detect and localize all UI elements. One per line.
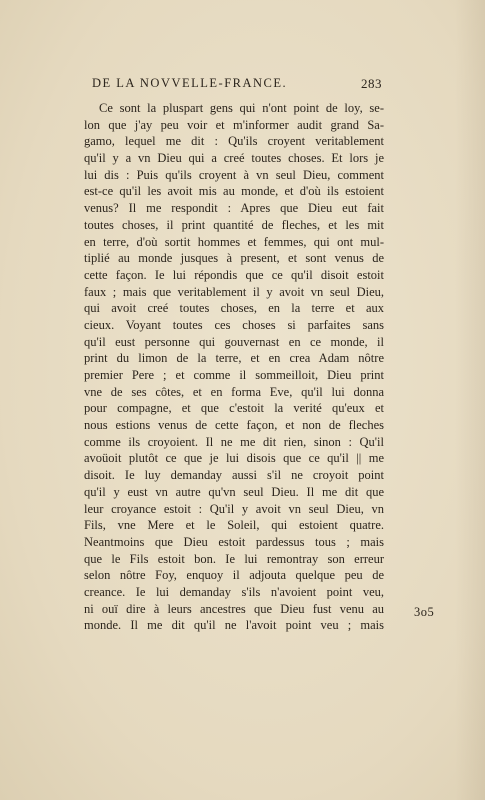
text-line: leur croyance estoit : Qu'il y avoit vn seul Dieu, vn	[84, 501, 384, 516]
text-line: avoüoit plutôt ce que je lui disois que ce qu'il || me	[84, 451, 384, 466]
text-line: que le Fils estoit bon. Ie lui remontray son erreur	[84, 551, 384, 566]
text-line: print du limon de la terre, et en crea Adam nôtre	[84, 351, 384, 366]
text-line: monde. Il me dit qu'il ne l'avoit point veu ; mais	[84, 618, 384, 633]
text-line: en terre, d'où sortit hommes et femmes, qui ont mul-	[84, 234, 384, 249]
page-edge-shadow	[455, 0, 485, 800]
text-line: est-ce qu'il les avoit mis au monde, et d'où ils estoient	[84, 184, 384, 199]
text-line: comme ils croyoient. Il ne me dit rien, sinon : Qu'il	[84, 434, 384, 449]
text-line: qu'il y eust vn autre qu'vn seul Dieu. Il me dit que	[84, 484, 384, 499]
text-line: faux ; mais que veritablement il y avoit vn seul Dieu,	[84, 284, 384, 299]
text-line: cieux. Voyant toutes ces choses si parfaites sans	[84, 317, 384, 332]
text-line: creance. Ie lui demanday s'ils n'avoient point veu,	[84, 584, 384, 599]
text-line: qu'il eust personne qui gouvernast en ce monde, il	[84, 334, 384, 349]
text-line: selon nôtre Foy, enquoy il adjouta quelque peu de	[84, 568, 384, 583]
text-line: cette façon. Ie lui répondis que ce qu'il disoit estoit	[84, 267, 384, 282]
text-line: Fils, vne Mere et le Soleil, qui estoient quatre.	[84, 518, 384, 533]
body-text	[84, 100, 384, 634]
text-line: premier Pere ; et comme il sommeilloit, Dieu print	[84, 368, 384, 382]
text-line: nous estions venus de cette façon, et non de fleches	[84, 418, 384, 433]
running-title: DE LA NOVVELLE-FRANCE.	[92, 76, 288, 90]
text-line: lon que j'ay peu voir et m'informer audit grand Sa-	[84, 117, 384, 132]
text-line: vne de ses côtes, et en forma Eve, qu'il lui donna	[84, 384, 384, 399]
text-line: pour compagne, et que c'estoit la verité qu'eux et	[84, 401, 384, 416]
text-line: tiplié au monde jusques à present, et sont venus de	[84, 251, 384, 266]
text-line: disoit. Ie luy demanday aussi s'il ne croyoit point	[84, 468, 384, 483]
text-line: lui dis : Puis qu'ils croyent à vn seul Dieu, comment	[84, 167, 384, 182]
text-line: gamo, lequel me dit : Qu'ils croyent veritablement	[84, 134, 384, 149]
page-number: 283	[361, 76, 382, 91]
text-line: Ce sont la pluspart gens qui n'ont point de loy, se-	[99, 101, 384, 115]
text-line: venus? Il me respondit : Apres que Dieu eut fait	[84, 201, 384, 216]
text-line: toutes choses, il print quantité de fleches, et les mit	[84, 217, 384, 232]
text-line: ni ouï dire à leurs ancestres que Dieu fust venu au	[84, 601, 384, 616]
text-line: qui avoit creé toutes choses, en la terre et aux	[84, 301, 384, 316]
text-line: Neantmoins que Dieu estoit pardessus tous ; mais	[84, 534, 384, 549]
margin-page-reference: 3o5	[414, 605, 435, 619]
text-line: qu'il y a vn Dieu qui a creé toutes choses. Et lors je	[84, 151, 384, 166]
